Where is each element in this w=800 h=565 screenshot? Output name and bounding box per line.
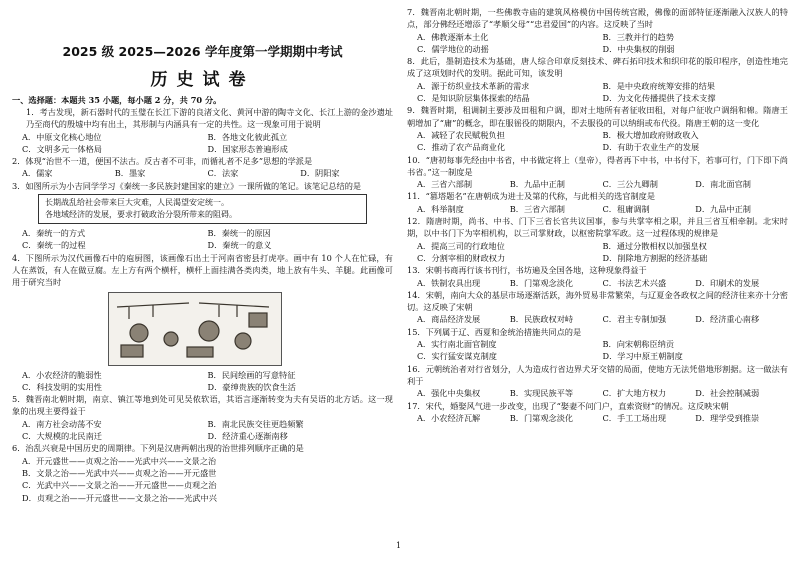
answer-option: A．三省六部制 bbox=[417, 179, 473, 190]
question-stem: 3．如图所示为小吉同学学习《秦统一多民族封建国家的建立》一课所做的笔记。该笔记总结的是 bbox=[12, 180, 362, 191]
answer-options bbox=[407, 277, 788, 289]
answer-option: A．秦统一的方式 bbox=[22, 228, 86, 239]
answer-options bbox=[12, 167, 393, 179]
answer-option: B．文景之治——光武中兴——贞观之治——开元盛世 bbox=[22, 467, 217, 478]
question-stem: 11．“篡塔题名”在唐朝成为进士及第的代称，与此相关的选官制度是 bbox=[407, 191, 656, 202]
answer-option: C．分割宰相的财政权力 bbox=[417, 252, 506, 263]
question-stem: 6．治乱兴衰是中国历史的周期律。下列是汉唐两朝出现的治世排列顺序正确的是 bbox=[12, 443, 304, 454]
relief-figure-stroke bbox=[249, 313, 267, 327]
relief-figure-stroke bbox=[187, 347, 213, 357]
relief-figure-stroke bbox=[199, 321, 219, 341]
question-stem: 14．宋朝，南向大众的基层市场逐渐活跃，海外贸易非常繁荣，与辽夏金各政权之间的经济往来亦十分密切。这反映了宋朝 bbox=[407, 289, 788, 313]
answer-option: D．国家形态普遍形成 bbox=[207, 143, 288, 154]
answer-options bbox=[407, 80, 788, 105]
page-number: 1 bbox=[396, 541, 402, 550]
answer-option: B．三省六部制 bbox=[509, 203, 565, 214]
note-box bbox=[38, 194, 367, 224]
answer-option: B．实现民族平等 bbox=[509, 388, 574, 399]
answer-option: D．贞观之治——开元盛世——文景之治——光武中兴 bbox=[22, 492, 217, 503]
answer-options bbox=[12, 227, 393, 252]
relief-figure-stroke bbox=[121, 345, 143, 357]
relief-figure-stroke bbox=[235, 333, 251, 349]
kitchen-relief-image bbox=[108, 292, 282, 366]
relief-figure-stroke bbox=[199, 303, 269, 307]
paper-title: 历史试卷 bbox=[150, 70, 255, 90]
answer-option: B．各地文化彼此孤立 bbox=[207, 131, 288, 142]
answer-option: C．儒学地位的动摇 bbox=[417, 43, 489, 54]
answer-option: D．中央集权的削弱 bbox=[602, 43, 675, 54]
answer-option: B．门第观念淡化 bbox=[509, 412, 574, 423]
question-stem: 12．隋唐时期，尚书、中书、门下三省长官共议国事，参与共掌宰相之职，并且三省互相牵制。北宋时期，以中书门下为宰相机构，以三司掌财政，以枢密院掌军政。这一过程体现的规律是 bbox=[407, 216, 788, 239]
section-instruction: 一、选择题：本题共 35 小题，每小题 2 分，共 70 分。 bbox=[12, 95, 222, 105]
answer-option: C．科技发明的实用性 bbox=[22, 381, 102, 392]
note-box-line: 长期战乱给社会带来巨大灾难，人民渴望安定统一。 bbox=[45, 198, 229, 208]
answer-option: B．民族政权对峙 bbox=[509, 314, 574, 325]
answer-option: A．源于纺织业技术革新的需求 bbox=[417, 80, 530, 91]
answer-option: C．是知识阶层集体探索的结晶 bbox=[417, 93, 530, 104]
answer-option: D．豪绅贵族的饮食生活 bbox=[207, 381, 296, 392]
answer-option: A．小农经济的脆弱性 bbox=[22, 369, 102, 380]
answer-option: B．九品中正制 bbox=[509, 179, 565, 190]
answer-options bbox=[12, 369, 393, 394]
question-stem: 4．下图所示为汉代画像石中的庖厨图，该画像石出土于河南省密县打虎亭。画中有 10 个人在忙碌，有人在蒸饭，有人在做豆腐。左上方有两个横杆，横杆上面挂满各类肉类，地上放有牛头、羊腿。此画像可用于研究当时 bbox=[12, 252, 393, 288]
relief-figure-stroke bbox=[164, 332, 178, 346]
answer-option: D．九品中正制 bbox=[695, 203, 751, 214]
answer-option: A．科举制度 bbox=[417, 203, 464, 214]
answer-option: A．提高三司的行政地位 bbox=[417, 240, 505, 251]
left-column bbox=[12, 6, 393, 565]
answer-option: A．中原文化核心地位 bbox=[22, 131, 102, 142]
answer-options bbox=[12, 131, 393, 156]
answer-option: A．实行南北面官制度 bbox=[417, 339, 497, 350]
answer-option: C．扩大地方权力 bbox=[602, 388, 667, 399]
answer-option: A．南方社会动荡不安 bbox=[22, 418, 102, 429]
answer-option: A．儒家 bbox=[22, 168, 53, 179]
answer-option: C．光武中兴——文景之治——开元盛世——贞观之治 bbox=[22, 480, 217, 491]
answer-option: A．开元盛世——贞观之治——光武中兴——文景之治 bbox=[22, 455, 217, 466]
question-stem: 7．魏晋南北朝时期，一些佛教寺庙的建筑风格模仿中国传统宫殿，佛像的面部特征逐渐融入汉族人的特点，部分佛经还增添了“孝顺父母”“忠君爱国”的内容。这反映了当时 bbox=[407, 7, 788, 30]
answer-option: A．强化中央集权 bbox=[417, 388, 481, 399]
answer-option: B．门第观念淡化 bbox=[509, 277, 574, 288]
answer-option: D．社会控制减弱 bbox=[695, 388, 760, 399]
answer-option: D．秦统一的意义 bbox=[207, 240, 272, 251]
answer-option: D．削除地方割据的经济基础 bbox=[602, 252, 708, 263]
answer-options bbox=[407, 203, 788, 215]
answer-option: B．极大增加政府财政收入 bbox=[602, 129, 699, 140]
answer-option: C．手工工场出现 bbox=[602, 412, 667, 423]
answer-option: C．实行猛安谋克制度 bbox=[417, 351, 497, 362]
answer-option: D．经济重心南移 bbox=[695, 314, 760, 325]
answer-option: D．有助于农业生产的发展 bbox=[602, 142, 700, 153]
answer-options bbox=[407, 387, 788, 399]
answer-option: C．大规模的北民南迁 bbox=[22, 431, 102, 442]
question-stem: 8．此后，墨制造技术为基础，唐人综合印章反刻技术、碑石拓印技术和织印花的版印程序，创造性地完成了这项划时代的发明。据此可知，该发明 bbox=[407, 56, 788, 79]
answer-option: C．君主专制加强 bbox=[602, 314, 667, 325]
question-stem: 5．魏晋南北朝时期，南京、镇江等地到处可见吴侬软语，其语言逐渐转变为夫有吴语的北方话。这一现象的出现主要得益于 bbox=[12, 394, 393, 417]
relief-figure-stroke bbox=[130, 324, 148, 342]
answer-option: B．是中央政府统筹安排的结果 bbox=[602, 80, 715, 91]
question-stem: 10．“唐初每事先经由中书省，中书做定将上（皇帝），得者再下中书，中书付下，若事可行，门下即下尚书省。”这一制度是 bbox=[407, 154, 788, 177]
question-stem: 1．考古发现，新石器时代的玉璧在长江下游的良渚文化、黄河中游的陶寺文化、长江上游的金沙遗址乃至商代的殷墟中均有出土，其形制与内涵具有一定的共性。这一现象可用于说明 bbox=[26, 107, 393, 130]
answer-option: B．墨家 bbox=[114, 168, 146, 179]
answer-option: B．向宋朝称臣纳贡 bbox=[602, 339, 675, 350]
answer-option: D．南北面官制 bbox=[695, 179, 751, 190]
answer-options bbox=[407, 313, 788, 325]
answer-options bbox=[407, 412, 788, 424]
answer-option: C．租庸调制 bbox=[602, 203, 650, 214]
answer-option: A．铁制农具出现 bbox=[417, 277, 481, 288]
right-column bbox=[407, 6, 788, 565]
exam-title: 2025 级 2025—2026 学年度第一学期期中考试 bbox=[62, 44, 343, 59]
answer-option: A．商品经济发展 bbox=[417, 314, 481, 325]
question-stem: 13．宋朝书商再行该书刊行，书坊遍及全国各地，这种现象得益于 bbox=[407, 265, 647, 276]
answer-option: D．为文化传播提供了技术支撑 bbox=[602, 93, 716, 104]
question-stem: 9．魏晋时期，租调制主要涉及田租和户调，即对土地所有者征收田租，对每户征收户调绢和棉。隋唐王朝增加了“庸”的概念，即在服徭役的期限内，不去服役的可以纳绢或布代役。隋唐王朝的这一变化 bbox=[407, 105, 788, 128]
answer-option: B．民间绘画的写意特征 bbox=[207, 369, 296, 380]
question-stem: 17．宋代，婚娶风气进一步改变，出现了“娶妻不问门户，直索资财”的情况。这反映宋朝 bbox=[407, 400, 729, 411]
answer-option: D．理学受到推崇 bbox=[695, 412, 760, 423]
answer-options bbox=[407, 240, 788, 265]
answer-option: C．法家 bbox=[207, 168, 239, 179]
answer-options bbox=[407, 338, 788, 363]
question-stem: 16．元朝统治者对行省划分，人为造成行省边界犬牙交错的局面，使地方无法凭借地形割据。这一做法有利于 bbox=[407, 363, 788, 386]
answer-option: C．秦统一的过程 bbox=[22, 240, 86, 251]
answer-option: D．学习中原王朝制度 bbox=[602, 351, 683, 362]
answer-option: D．印刷术的发展 bbox=[695, 277, 760, 288]
question-stem: 2．体现“治世不一道，便国不法古。反古者不可非，而循礼者不足多”思想的学派是 bbox=[12, 156, 313, 167]
answer-options bbox=[12, 455, 393, 504]
answer-option: D．阴阳家 bbox=[300, 168, 340, 179]
question-stem: 15．下列属于辽、西夏和金统治措施共同点的是 bbox=[407, 326, 582, 337]
answer-options bbox=[407, 178, 788, 190]
answer-option: A．减轻了农民赋税负担 bbox=[417, 129, 505, 140]
answer-option: C．推动了农产品商业化 bbox=[417, 142, 506, 153]
relief-drawing bbox=[109, 293, 281, 365]
answer-option: B．南北民族交往更趋频繁 bbox=[207, 418, 304, 429]
answer-options bbox=[407, 129, 788, 154]
answer-options bbox=[12, 418, 393, 443]
answer-option: A．佛教逐渐本土化 bbox=[417, 31, 489, 42]
answer-options bbox=[407, 31, 788, 56]
answer-option: C．三公九卿制 bbox=[602, 179, 658, 190]
answer-option: B．秦统一的原因 bbox=[207, 228, 271, 239]
answer-option: C．书法艺术兴盛 bbox=[602, 277, 667, 288]
note-box-line: 各地域经济的发展，要求打破政治分裂所带来的阻碍。 bbox=[45, 210, 237, 220]
answer-option: A．小农经济瓦解 bbox=[417, 412, 481, 423]
answer-option: C．文明多元一体格局 bbox=[22, 143, 102, 154]
answer-option: B．三教并行的趋势 bbox=[602, 31, 675, 42]
answer-option: B．通过分散相权以加强皇权 bbox=[602, 240, 707, 251]
answer-option: D．经济重心逐渐南移 bbox=[207, 431, 288, 442]
